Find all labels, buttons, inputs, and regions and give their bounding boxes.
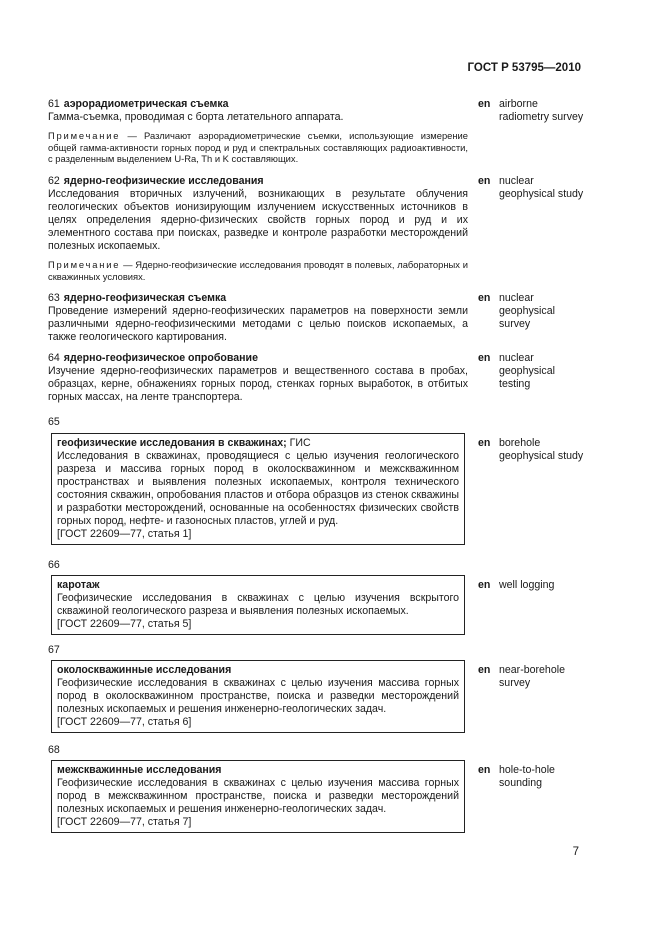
english-term: well logging (499, 579, 555, 591)
term-number: 64 (48, 352, 60, 364)
english-term: nuclear geophysical testing (499, 352, 555, 390)
term-definition: Гамма-съемка, проводимая с борта летательного аппарата. (48, 111, 344, 123)
english-equivalent-65 (478, 437, 588, 463)
term-box-68 (51, 760, 465, 833)
term-number-67: 67 (48, 644, 60, 656)
term-number-68: 68 (48, 744, 60, 756)
term-box-65 (51, 433, 465, 545)
note-text: — Ядерно-геофизические исследования проводят в полевых, лабораторных и скважинных условиях. (48, 259, 468, 282)
term-title: ядерно-геофизические исследования (63, 175, 264, 187)
term-62 (48, 175, 468, 282)
lang-code: en (478, 175, 491, 187)
english-equivalent-66 (478, 579, 588, 592)
term-number-65: 65 (48, 416, 60, 428)
lang-code: en (478, 579, 491, 591)
term-note (48, 259, 468, 282)
term-definition: Геофизические исследования в скважинах с целью изучения массива горных пород в межскважинном пространстве, поиска и разведки месторождений полезных ископаемых и решения инженерно-геологических задач. (57, 777, 459, 815)
term-definition: Геофизические исследования в скважинах с целью изучения массива горных пород в околоскважинном пространстве, поиска и разведки месторождений полезных ископаемых и решения инженерно-геологических задач. (57, 677, 459, 715)
term-definition: Геофизические исследования в скважинах с целью изучения вскрытого скважиной геологического разреза и выявления полезных ископаемых. (57, 592, 459, 617)
term-definition: Исследования в скважинах, проводящиеся с целью изучения геологического разреза и массива горных пород в околоскважинном и межскважинном пространствах и выявления полезных ископаемых, контроля технического состояния скважин, опробования пластов и отбора образцов из стенок скважины и разработки месторождений, основанные на особенностях физических свойств горных пород, нефте- и газоносных пластов, углей и руд. (57, 450, 459, 527)
term-definition: Исследования вторичных излучений, возникающих в результате облучения геологических объектов ионизирующим излучением искусственных источников в целях определения ядерно-физических свойств горных пород и руд и их элементного состава при поисках, разведке и контроле разработки месторождений полезных ископаемых. (48, 188, 468, 252)
term-title: ядерно-геофизическая съемка (63, 292, 227, 304)
english-term: hole-to-hole sounding (499, 764, 555, 789)
english-term: nuclear geophysical study (499, 175, 584, 200)
term-box-66 (51, 575, 465, 635)
note-label: Примечание (48, 130, 121, 141)
term-title: межскважинные исследования (57, 764, 222, 776)
lang-code: en (478, 292, 491, 304)
lang-code: en (478, 352, 491, 364)
term-title: аэрорадиометрическая съемка (63, 98, 229, 110)
english-equivalent-63 (478, 292, 588, 331)
term-note (48, 130, 468, 165)
page-number: 7 (572, 846, 579, 858)
english-equivalent-62 (478, 175, 588, 201)
term-number: 62 (48, 175, 60, 187)
note-label: Примечание (48, 259, 121, 270)
english-term: airborne radiometry survey (499, 98, 584, 123)
term-number: 63 (48, 292, 60, 304)
note-text: — Различают аэрорадиометрические съемки, использующие измерение общей гамма-активности горных пород и руд и спектральных составляющих радиоактивности, с разделенным выделением U-Ra, Th и K составляющих. (48, 130, 468, 164)
document-code: ГОСТ Р 53795—2010 (467, 62, 581, 74)
term-definition: Изучение ядерно-геофизических параметров и вещественного состава в пробах, образцах, керне, обнажениях горных пород, стенках горных выработок, в отбитых горных массах, на ленте транспортера. (48, 365, 468, 403)
term-reference: [ГОСТ 22609—77, статья 6] (57, 716, 192, 728)
english-term: nuclear geophysical survey (499, 292, 555, 330)
term-number-66: 66 (48, 559, 60, 571)
term-definition: Проведение измерений ядерно-геофизических параметров на поверхности земли различными ядерно-геофизическими методами с целью поисков ископаемых, а также геологического картирования. (48, 305, 468, 343)
english-term: borehole geophysical study (499, 437, 584, 462)
english-equivalent-61 (478, 98, 588, 124)
term-abbreviation: ГИС (286, 437, 311, 449)
term-64 (48, 352, 468, 404)
english-term: near-borehole survey (499, 664, 565, 689)
term-reference: [ГОСТ 22609—77, статья 5] (57, 618, 192, 630)
term-title: ядерно-геофизическое опробование (63, 352, 258, 364)
lang-code: en (478, 437, 491, 449)
lang-code: en (478, 764, 491, 776)
lang-code: en (478, 664, 491, 676)
english-equivalent-64 (478, 352, 588, 391)
term-title: геофизические исследования в скважинах; (57, 437, 287, 449)
term-box-67 (51, 660, 465, 733)
term-title: каротаж (57, 579, 100, 591)
term-title: околоскважинные исследования (57, 664, 232, 676)
term-63 (48, 292, 468, 344)
term-61 (48, 98, 468, 165)
term-reference: [ГОСТ 22609—77, статья 7] (57, 816, 192, 828)
term-number: 61 (48, 98, 60, 110)
lang-code: en (478, 98, 491, 110)
english-equivalent-67 (478, 664, 588, 690)
term-reference: [ГОСТ 22609—77, статья 1] (57, 528, 192, 540)
english-equivalent-68 (478, 764, 588, 790)
